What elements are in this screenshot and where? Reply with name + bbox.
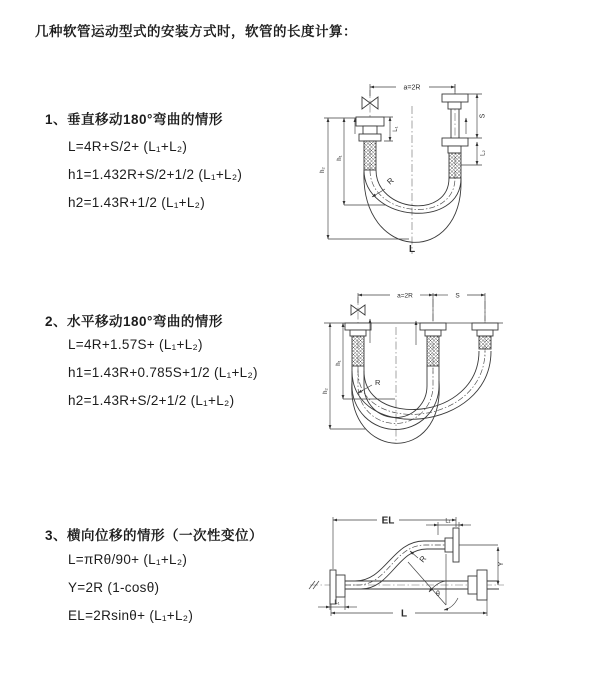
dim-label-l1-bottom: L₁ bbox=[334, 600, 340, 606]
diagram-horizontal-180-bend bbox=[308, 281, 600, 463]
section-3-formula-Y: Y=2R (1-cosθ) bbox=[68, 580, 160, 595]
straight-pipe bbox=[345, 581, 468, 589]
diagram-vertical-180-bend bbox=[312, 70, 592, 260]
left-braid-hose bbox=[364, 141, 376, 170]
dim-label-h2: h₂ bbox=[323, 388, 329, 394]
section-1-formula-L: L=4R+S/2+ (L₁+L₂) bbox=[68, 139, 188, 154]
dim-label-a2r: a=2R bbox=[403, 84, 421, 92]
dim-label-s: S bbox=[455, 292, 460, 300]
left-flange bbox=[356, 117, 384, 141]
section-2-formula-h2: h2=1.43R+S/2+1/2 (L₁+L₂) bbox=[68, 393, 235, 408]
radius-callout bbox=[410, 551, 428, 564]
dim-a-2r bbox=[358, 293, 485, 322]
left-braid-hose bbox=[352, 336, 364, 366]
middle-braid-hose bbox=[427, 336, 439, 366]
dim-s bbox=[433, 293, 485, 300]
radius-callout bbox=[372, 176, 396, 197]
page-title: 几种软管运动型式的安装方式时，软管的长度计算： bbox=[35, 24, 357, 39]
middle-flange bbox=[420, 323, 446, 336]
dim-label-el: EL bbox=[381, 515, 395, 527]
section-1-formula-h1: h1=1.432R+S/2+1/2 (L₁+L₂) bbox=[68, 167, 243, 182]
section-3-formula-EL: EL=2Rsinθ+ (L₁+L₂) bbox=[68, 608, 194, 623]
section-2-formula-L: L=4R+1.57S+ (L₁+L₂) bbox=[68, 337, 203, 352]
right-braid-hose bbox=[449, 153, 461, 178]
upper-flange bbox=[445, 528, 459, 562]
dim-label-h2: h₂ bbox=[320, 167, 326, 173]
dim-l1-top bbox=[426, 519, 471, 536]
right-flange bbox=[468, 570, 499, 600]
dim-label-y: Y bbox=[498, 561, 505, 567]
angle-construction bbox=[408, 554, 458, 610]
theta-label: θ bbox=[436, 591, 440, 598]
section-2-formula-h1: h1=1.43R+0.785S+1/2 (L₁+L₂) bbox=[68, 365, 258, 380]
hose-u-bend-near bbox=[352, 366, 439, 429]
dim-label-l1: L₁ bbox=[393, 126, 399, 132]
dim-s bbox=[468, 94, 487, 138]
dim-label-a2r: a=2R bbox=[397, 292, 413, 300]
hose-u-bend-moved bbox=[352, 351, 491, 443]
dim-label-s: S bbox=[479, 113, 487, 119]
section-3-heading: 3、横向位移的情形（一次性变位） bbox=[45, 528, 264, 543]
left-flange bbox=[330, 570, 345, 604]
radius-label: R bbox=[417, 554, 429, 565]
dim-label-l2: L₂ bbox=[480, 150, 487, 156]
left-flange bbox=[345, 323, 371, 336]
radius-label: R bbox=[385, 175, 396, 187]
right-braid-hose bbox=[479, 336, 491, 349]
dim-label-l: L bbox=[400, 608, 408, 620]
section-1-heading: 1、垂直移动180°弯曲的情形 bbox=[45, 112, 223, 127]
hose-s-curve bbox=[345, 541, 445, 589]
dim-label-l1-top: L₁ bbox=[445, 518, 451, 525]
dim-l1 bbox=[384, 117, 399, 141]
diagram-lateral-displacement bbox=[298, 500, 598, 662]
dim-label-h1: h₁ bbox=[336, 360, 342, 366]
section-1-formula-h2: h2=1.43R+1/2 (L₁+L₂) bbox=[68, 195, 206, 210]
section-3-formula-L: L=πRθ/90+ (L₁+L₂) bbox=[68, 552, 188, 567]
right-flange bbox=[472, 323, 498, 336]
hose-u-bend bbox=[364, 170, 461, 242]
dim-l1-bottom bbox=[318, 597, 357, 610]
dim-l bbox=[331, 600, 487, 620]
section-2-heading: 2、水平移动180°弯曲的情形 bbox=[45, 314, 223, 329]
dim-label-h1: h₁ bbox=[337, 155, 343, 161]
length-label: L bbox=[408, 244, 416, 255]
radius-label: R bbox=[375, 378, 381, 387]
